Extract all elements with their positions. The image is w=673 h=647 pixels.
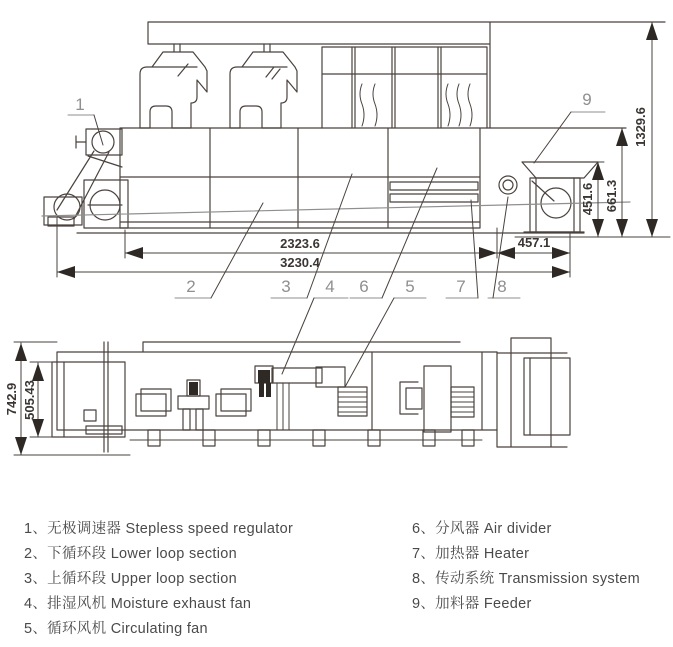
part-label-6: 6	[359, 277, 369, 296]
heater-slat-bottom	[390, 194, 478, 202]
plan-view-dimensions	[4, 342, 130, 455]
plan-circulating-fan	[316, 367, 345, 387]
plan-components	[136, 366, 474, 432]
legend-item-2: 2、下循环段 Lower loop section	[24, 546, 237, 562]
plan-right-section	[497, 338, 570, 447]
part-label-2: 2	[186, 277, 196, 296]
heater-slat-top	[390, 182, 478, 190]
legend-item-6: 6、分风器 Air divider	[412, 521, 552, 537]
main-body	[77, 128, 626, 233]
dim-inner-width: 2323.6	[280, 236, 320, 251]
exhaust-hood-right	[230, 44, 297, 128]
legend-item-3: 3、上循环段 Upper loop section	[24, 571, 237, 587]
exhaust-hood-left	[140, 44, 207, 128]
plan-left-cabinet	[52, 362, 125, 437]
side-view-drawing	[42, 22, 665, 233]
legend-item-8: 8、传动系统 Transmission system	[412, 571, 641, 587]
part-label-8: 8	[497, 277, 507, 296]
plan-view-drawing	[52, 338, 570, 452]
legend-item-5: 5、循环风机 Circulating fan	[24, 621, 208, 637]
dim-height-total: 1329.6	[633, 107, 648, 147]
legend-item-9: 9、加料器 Feeder	[412, 596, 532, 612]
legend-column-right	[412, 517, 640, 617]
upper-panels	[322, 47, 487, 128]
dim-plan-inner-height: 505.43	[22, 380, 37, 420]
part-label-1: 1	[75, 95, 85, 114]
part-label-3: 3	[281, 277, 291, 296]
part-label-4: 4	[325, 277, 335, 296]
legend-item-4: 4、排湿风机 Moisture exhaust fan	[24, 596, 252, 612]
side-view-dimensions	[57, 22, 670, 278]
part-label-9: 9	[582, 90, 592, 109]
leader-lines	[94, 112, 571, 387]
dim-plan-outer-height: 742.9	[4, 382, 19, 416]
part-label-5: 5	[405, 277, 415, 296]
airflow-wavy-lines	[360, 84, 472, 126]
dim-height-mid: 661.3	[604, 179, 619, 213]
legend-column-left	[24, 517, 293, 642]
dim-right-offset: 457.1	[517, 235, 551, 250]
legend-item-1: 1、无极调速器 Stepless speed regulator	[24, 521, 294, 537]
legend-item-7: 7、加热器 Heater	[412, 546, 530, 562]
dim-total-width: 3230.4	[280, 255, 320, 270]
drive-unit	[44, 129, 128, 228]
dim-height-inner: 451.6	[580, 182, 595, 216]
part-label-7: 7	[456, 277, 466, 296]
